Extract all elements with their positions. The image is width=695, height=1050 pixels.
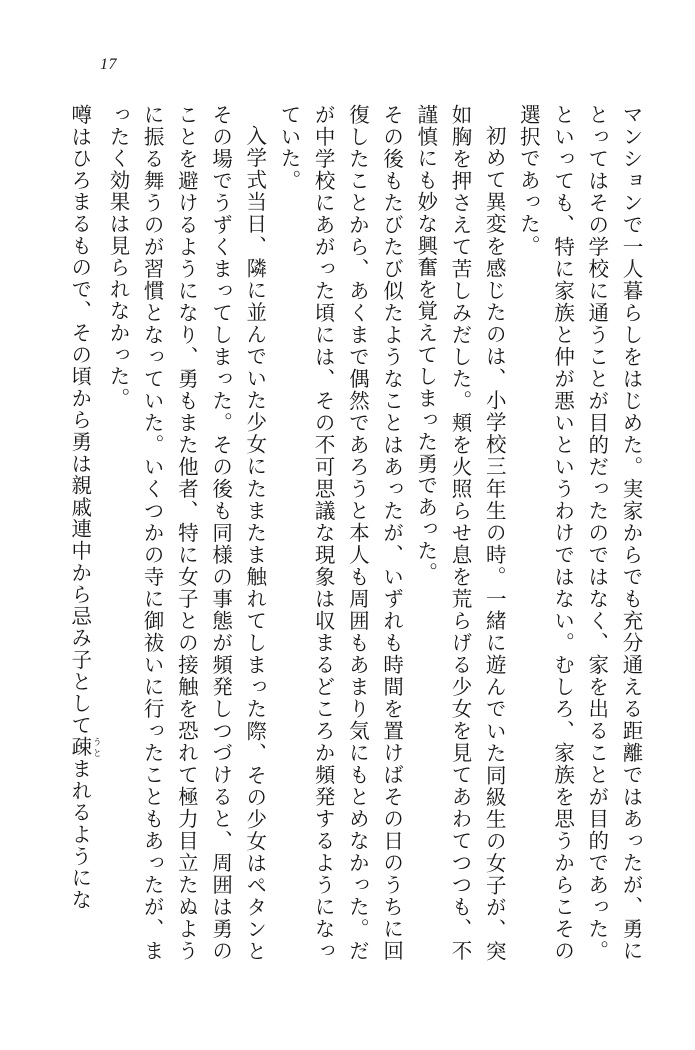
paragraph: その後もたびたび似たようなことはあったが、いずれも時間を置けばその日のうちに回復したことから、あくまで偶然であろうと本人も周囲もあまり気にもとめなかった。だが中学校にあがった頃には、その不可思議な現象は収まるどころか頻発するようになっていた。	[276, 104, 404, 962]
paragraph: 入学式当日、隣に並んでいた少女にたまたま触れてしまった際、その少女はペタンとその場でうずくまってしまった。その後も同様の事態が頻発しつづけると、周囲は勇のことを避けるようになり、勇もまた他者、特に女子との接触を恐れて極力目立たぬように振る舞うのが習慣となっていた。いくつかの寺に御祓いに行ったこともあったが、まったく効果は見られなかった。	[105, 104, 267, 962]
paragraph-with-ruby	[63, 104, 101, 962]
paragraph: 初めて異変を感じたのは、小学校三年生の時。一緒に遊んでいた同級生の女子が、突如胸を押さえて苦しみだした。頬を火照らせ息を荒らげる少女を見てあわてつつも、不謹慎にも妙な興奮を覚えてしまった勇であった。	[413, 104, 507, 962]
ruby-annotation: 疎 うと	[67, 736, 101, 759]
paragraph: マンションで一人暮らしをはじめた。実家からでも充分通える距離ではあったが、勇にとってはその学校に通うことが目的だったのではなく、家を出ることが目的であった。といっても、特に家族と仲が悪いというわけではない。むしろ、家族を思うからこその選択であった。	[516, 104, 643, 962]
page-number: 17	[100, 56, 117, 73]
page-body-text	[58, 104, 648, 962]
paragraph-text: 噂はひろまるもので、その頃から勇は親戚連中から忌み子として疎 うとまれるようにな	[67, 104, 101, 911]
